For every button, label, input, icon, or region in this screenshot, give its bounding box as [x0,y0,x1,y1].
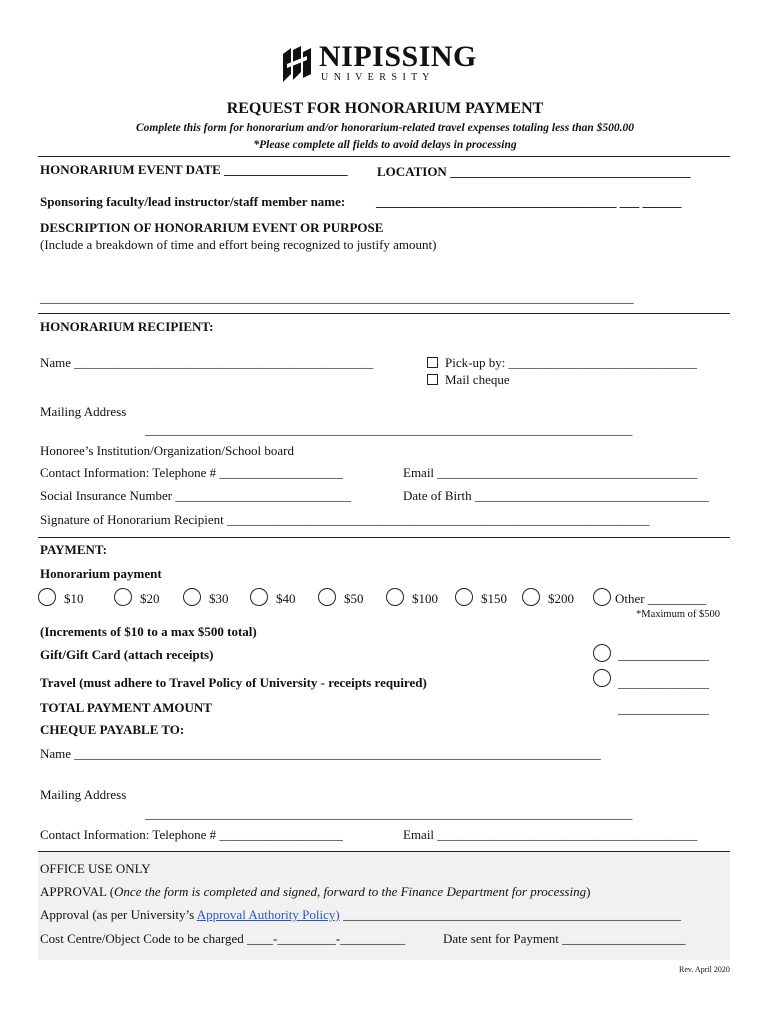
payee-telephone-field[interactable]: Contact Information: Telephone # ___________________ [40,827,343,842]
description-note: (Include a breakdown of time and effort being recognized to justify amount) [40,237,437,252]
office-title: OFFICE USE ONLY [40,861,151,876]
institution-field[interactable]: Honoree’s Institution/Organization/School board [40,443,294,458]
dob-field[interactable]: Date of Birth ____________________________________ [403,488,709,503]
amount-radio[interactable] [386,588,404,606]
amount-label: $20 [140,591,160,606]
recipient-header: HONORARIUM RECIPIENT: [40,319,214,334]
payment-header: PAYMENT: [40,542,107,557]
amount-radio[interactable] [114,588,132,606]
increments-note: (Increments of $10 to a max $500 total) [40,624,257,639]
logo-name: NIPISSING [319,40,477,73]
amount-radio[interactable] [250,588,268,606]
payee-mailing-field[interactable]: ___________________________________________________________________________ [145,806,633,821]
travel-label: Travel (must adhere to Travel Policy of University - receipts required) [40,675,427,690]
amount-radio[interactable] [318,588,336,606]
approval-authority-policy-link[interactable]: Approval Authority Policy) [196,907,340,922]
university-logo [281,42,491,86]
amount-label: $100 [412,591,438,606]
mail-cheque-label: Mail cheque [445,372,510,387]
payee-mailing-label: Mailing Address [40,787,127,802]
sponsor-label: Sponsoring faculty/lead instructor/staff member name: [40,194,346,209]
approval-prefix: APPROVAL ( [40,884,115,899]
amount-radio[interactable] [593,588,611,606]
recipient-name-field[interactable]: Name ______________________________________________ [40,355,374,370]
total-label: TOTAL PAYMENT AMOUNT [40,700,212,715]
pickup-label: Pick-up by: _____________________________ [445,355,698,370]
travel-amount-field[interactable]: ______________ [618,675,709,690]
signature-field[interactable]: Signature of Honorarium Recipient _________________________________________________________________ [40,512,650,527]
approval-signature-row [40,907,681,923]
form-title: REQUEST FOR HONORARIUM PAYMENT [226,100,544,117]
form-subtitle: Complete this form for honorarium and/or honorarium-related travel expenses totaling less than $500.00 [135,122,635,134]
telephone-field[interactable]: Contact Information: Telephone # ___________________ [40,465,343,480]
cost-centre-field[interactable]: Cost Centre/Object Code to be charged ____-_________-__________ [40,931,406,946]
sponsor-field[interactable]: _____________________________________ ___ ______ [376,194,682,209]
approval-label: Approval (as per University’s [40,907,197,922]
approval-instructions [40,884,590,900]
amount-radio[interactable] [38,588,56,606]
sin-field[interactable]: Social Insurance Number ___________________________ [40,488,351,503]
gift-label: Gift/Gift Card (attach receipts) [40,647,214,662]
honorarium-payment-label: Honorarium payment [40,566,162,581]
date-sent-field[interactable]: Date sent for Payment ___________________ [443,931,686,946]
amount-label: $200 [548,591,574,606]
amount-label: $10 [64,591,84,606]
description-title: DESCRIPTION OF HONORARIUM EVENT OR PURPOSE [40,220,384,235]
amount-radio[interactable] [183,588,201,606]
pickup-option[interactable] [427,355,697,371]
amount-label: $40 [276,591,296,606]
logo-mark-icon [281,44,315,84]
pickup-checkbox[interactable] [427,357,438,368]
amount-label: Other _________ [615,591,707,606]
approval-suffix: ) [586,884,591,899]
gift-radio[interactable] [593,644,611,662]
divider [38,313,730,314]
maximum-note: *Maximum of $500 [636,609,720,620]
form-note: *Please complete all fields to avoid delays in processing [253,139,517,151]
payee-name-field[interactable]: Name _________________________________________________________________________________ [40,746,601,761]
mail-cheque-option[interactable] [427,372,510,388]
description-field[interactable]: _______________________________________________________________________________________________ [40,291,634,305]
total-amount-field[interactable]: ______________ [618,701,709,716]
approval-field[interactable]: ____________________________________________________ [339,907,681,922]
divider [38,537,730,538]
event-date-field[interactable]: HONORARIUM EVENT DATE ___________________ [40,162,348,177]
cheque-payable-label: CHEQUE PAYABLE TO: [40,722,185,737]
travel-radio[interactable] [593,669,611,687]
mail-cheque-checkbox[interactable] [427,374,438,385]
location-field[interactable]: LOCATION _____________________________________ [377,164,691,179]
amount-radio[interactable] [522,588,540,606]
amount-label: $50 [344,591,364,606]
revision-date: Rev. April 2020 [679,965,730,974]
mailing-address-label: Mailing Address [40,404,127,419]
email-field[interactable]: Email ________________________________________ [403,465,698,480]
approval-italic-text: Once the form is completed and signed, forward to the Finance Department for processing [114,884,587,899]
divider [38,156,730,157]
amount-label: $30 [209,591,229,606]
logo-subtitle: U N I V E R S I T Y [321,72,431,83]
amount-radio[interactable] [455,588,473,606]
payee-email-field[interactable]: Email ________________________________________ [403,827,698,842]
amount-label: $150 [481,591,507,606]
mailing-address-field[interactable]: ___________________________________________________________________________ [145,422,633,437]
gift-amount-field[interactable]: ______________ [618,647,709,662]
